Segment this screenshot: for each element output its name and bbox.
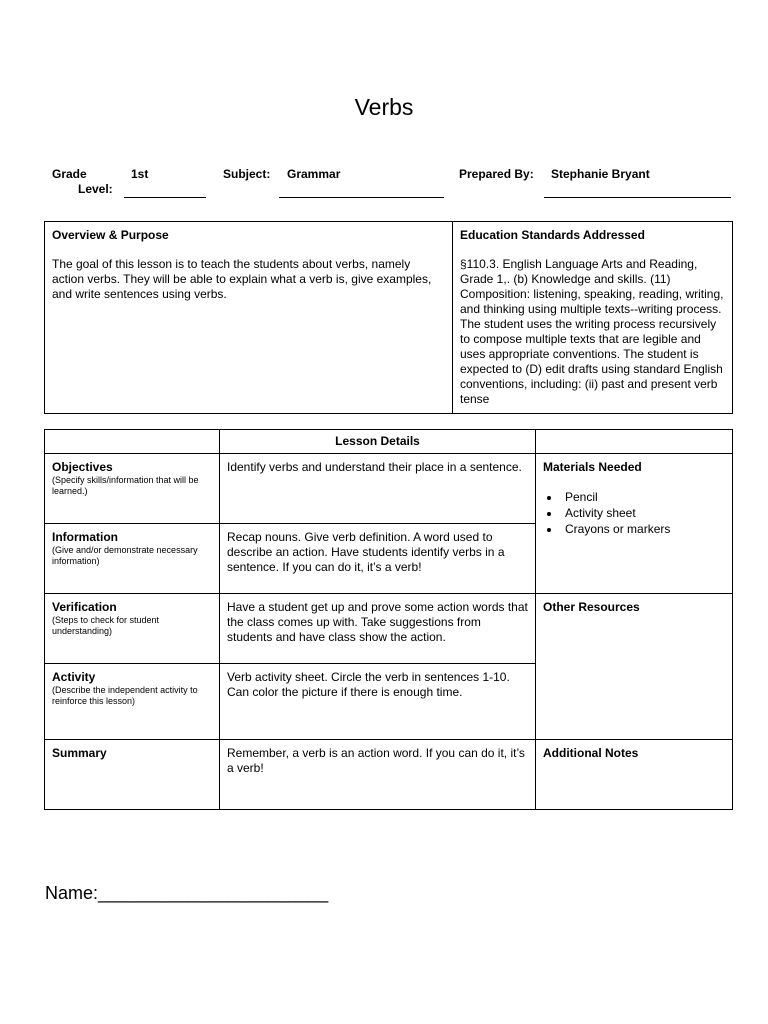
objectives-detail: Identify verbs and understand their place in a sentence. [220,454,536,524]
overview-heading: Overview & Purpose [52,228,169,242]
verification-label-cell [45,594,220,664]
prepared-by-label: Prepared By: [459,167,534,181]
verification-label: Verification [52,600,117,614]
information-label-cell [45,524,220,594]
summary-label-cell [45,740,220,810]
objectives-sublabel: (Specify skills/information that will be learned.) [52,475,199,496]
activity-label-cell [45,664,220,740]
information-sublabel: (Give and/or demonstrate necessary information) [52,545,198,566]
subject-label: Subject: [223,167,271,181]
overview-table [44,221,733,414]
other-resources-cell [536,594,733,740]
verification-detail: Have a student get up and prove some action words that the class comes up with. Take suggestions from students and have class show the action. [220,594,536,664]
activity-detail: Verb activity sheet. Circle the verb in sentences 1-10. Can color the picture if there is enough time. [220,664,536,740]
activity-sublabel: (Describe the independent activity to reinforce this lesson) [52,685,198,706]
lesson-empty-header-cell [536,430,733,454]
page-title: Verbs [354,94,414,120]
materials-cell [536,454,733,594]
standards-cell [453,222,733,414]
materials-list [543,489,725,537]
additional-notes-heading: Additional Notes [543,746,639,760]
lesson-details-heading: Lesson Details [220,430,536,454]
lesson-empty-header-cell [45,430,220,454]
overview-cell [45,222,453,414]
list-item: • Activity sheet [561,505,725,521]
other-resources-heading: Other Resources [543,600,640,614]
level-label: Level: [78,182,113,196]
additional-notes-cell [536,740,733,810]
objectives-label: Objectives [52,460,113,474]
prepared-by-value: Stephanie Bryant [551,167,650,181]
subject-value: Grammar [287,167,341,181]
lesson-details-table [44,429,733,810]
list-item: • Crayons or markers [561,521,725,537]
grade-label: Grade [52,167,87,181]
information-detail: Recap nouns. Give verb definition. A word used to describe an action. Have students identify verbs in a sentence. If you can do it, it’s a verb! [220,524,536,594]
standards-text: §110.3. English Language Arts and Reading, Grade 1,. (b) Knowledge and skills. (11) Composition: listening, speaking, reading, writing, and thinking using multiple texts--writing process. The student uses the writing process recursively to compose multiple texts that are legible and uses appropriate conventions. The student is expected to (D) edit drafts using standard English conventions, including: (ii) past and present verb tense [460,257,724,406]
summary-label: Summary [52,746,107,760]
subject-underline [279,197,444,198]
materials-heading: Materials Needed [543,460,642,474]
student-name-line: Name:_______________________ [45,883,329,903]
information-label: Information [52,530,118,544]
list-item: • Pencil [561,489,725,505]
verification-sublabel: (Steps to check for student understanding) [52,615,160,636]
summary-detail: Remember, a verb is an action word. If you can do it, it’s a verb! [220,740,536,810]
standards-heading: Education Standards Addressed [460,228,645,242]
overview-text: The goal of this lesson is to teach the students about verbs, namely action verbs. They will be able to explain what a verb is, give examples, and write sentences using verbs. [52,257,432,301]
activity-label: Activity [52,670,96,684]
objectives-label-cell [45,454,220,524]
prepared-by-underline [544,197,731,198]
grade-underline [124,197,206,198]
grade-value: 1st [131,167,149,181]
